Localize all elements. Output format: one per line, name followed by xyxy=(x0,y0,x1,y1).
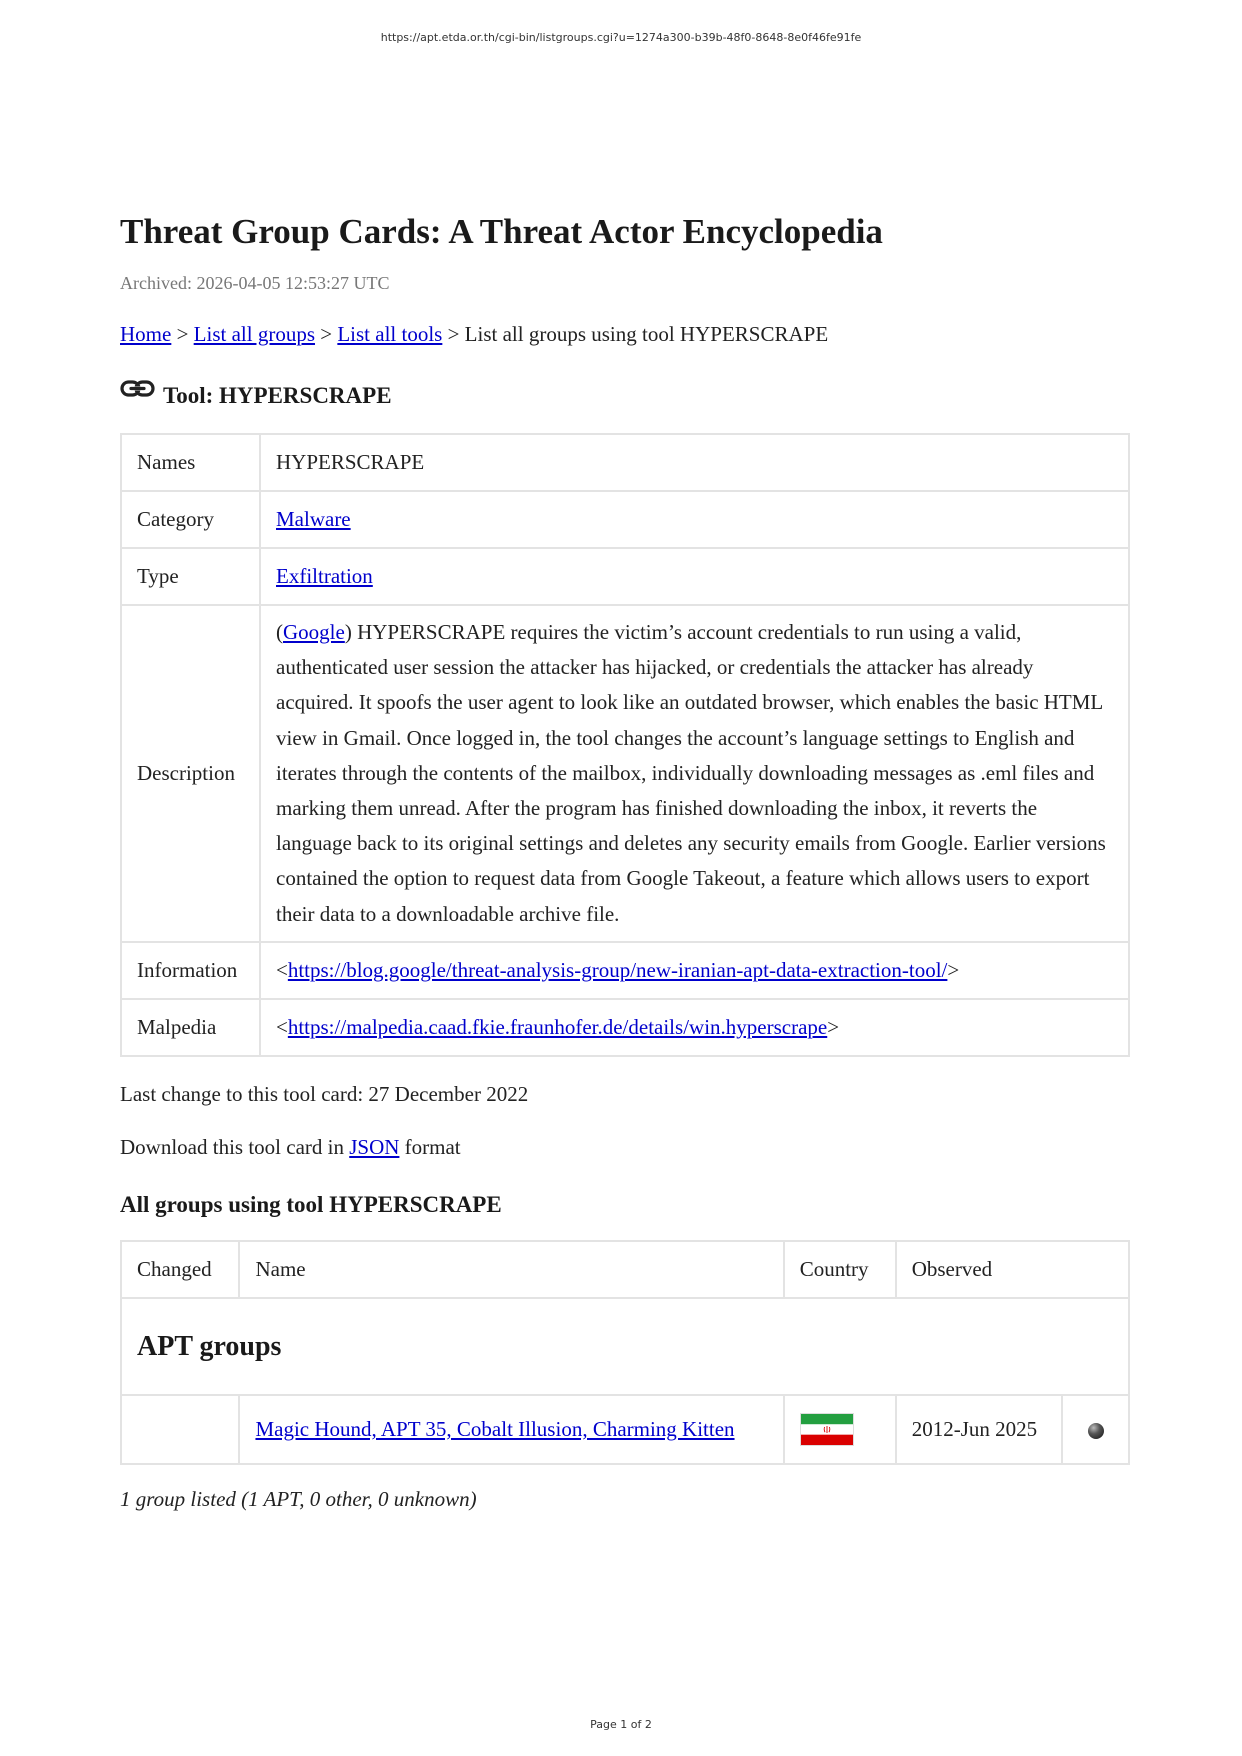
malpedia-label: Malpedia xyxy=(121,999,260,1056)
page-number: Page 1 of 2 xyxy=(590,1718,652,1731)
table-row xyxy=(121,491,1129,548)
description-source-link[interactable]: Google xyxy=(283,620,345,644)
download-prefix: Download this tool card in xyxy=(120,1134,350,1159)
header-name: Name xyxy=(239,1241,783,1298)
tool-info-table xyxy=(120,433,1130,1057)
breadcrumb-list-groups-link[interactable]: List all groups xyxy=(193,322,315,346)
information-open: < xyxy=(276,957,288,982)
group-name-link[interactable]: Magic Hound, APT 35, Cobalt Illusion, Charming Kitten xyxy=(255,1416,735,1441)
header-observed: Observed xyxy=(896,1241,1129,1298)
link-icon xyxy=(120,379,155,399)
last-change-text: Last change to this tool card: 27 December 2022 xyxy=(120,1081,529,1106)
iran-flag-icon xyxy=(800,1413,854,1446)
type-link[interactable]: Exfiltration xyxy=(276,564,373,588)
breadcrumb xyxy=(120,322,1130,347)
malpedia-link[interactable]: https://malpedia.caad.fkie.fraunhofer.de/details/win.hyperscrape xyxy=(287,1014,828,1039)
breadcrumb-separator: > xyxy=(171,322,194,346)
archived-timestamp: Archived: 2026-04-05 12:53:27 UTC xyxy=(120,273,390,293)
group-changed-cell xyxy=(121,1395,239,1464)
main-content xyxy=(120,210,1130,1512)
malpedia-close: > xyxy=(827,1014,840,1039)
groups-summary: 1 group listed (1 APT, 0 other, 0 unknown) xyxy=(120,1486,477,1511)
json-download-link[interactable]: JSON xyxy=(349,1134,400,1159)
status-dot-icon xyxy=(1088,1423,1104,1439)
section-row xyxy=(121,1298,1129,1395)
tool-heading-text: Tool: HYPERSCRAPE xyxy=(163,383,392,408)
information-label: Information xyxy=(121,942,260,999)
table-row xyxy=(121,434,1129,491)
category-cell xyxy=(260,491,1129,548)
category-label: Category xyxy=(121,491,260,548)
malpedia-open: < xyxy=(276,1014,288,1039)
download-suffix: format xyxy=(399,1134,461,1159)
groups-table xyxy=(120,1240,1130,1465)
print-header-url: https://apt.etda.or.th/cgi-bin/listgroups.cgi?u=1274a300-b39b-48f0-8648-8e0f46fe91fe xyxy=(380,31,862,44)
breadcrumb-current: > List all groups using tool HYPERSCRAPE xyxy=(442,322,829,346)
table-row xyxy=(121,548,1129,605)
information-close: > xyxy=(947,957,960,982)
information-cell xyxy=(260,942,1129,999)
names-label: Names xyxy=(121,434,260,491)
table-header-row xyxy=(121,1241,1129,1298)
download-line xyxy=(120,1135,1130,1160)
table-row xyxy=(121,605,1129,942)
type-label: Type xyxy=(121,548,260,605)
apt-groups-title: APT groups xyxy=(121,1298,1129,1395)
table-row xyxy=(121,1395,1129,1464)
groups-heading: All groups using tool HYPERSCRAPE xyxy=(120,1191,502,1217)
breadcrumb-home-link[interactable]: Home xyxy=(120,322,172,346)
group-status-cell xyxy=(1062,1395,1129,1464)
malpedia-cell xyxy=(260,999,1129,1056)
group-observed-cell: 2012-Jun 2025 xyxy=(896,1395,1063,1464)
table-row xyxy=(121,999,1129,1056)
group-country-cell xyxy=(784,1395,896,1464)
information-link[interactable]: https://blog.google/threat-analysis-group/new-iranian-apt-data-extraction-tool/ xyxy=(287,957,948,982)
breadcrumb-list-tools-link[interactable]: List all tools xyxy=(337,322,443,346)
type-cell xyxy=(260,548,1129,605)
breadcrumb-separator: > xyxy=(315,322,338,346)
group-name-cell xyxy=(239,1395,783,1464)
header-changed: Changed xyxy=(121,1241,239,1298)
names-value: HYPERSCRAPE xyxy=(260,434,1129,491)
table-row xyxy=(121,942,1129,999)
page-title: Threat Group Cards: A Threat Actor Encyclopedia xyxy=(120,212,883,251)
header-country: Country xyxy=(784,1241,896,1298)
description-label: Description xyxy=(121,605,260,942)
description-open-paren: ( xyxy=(276,620,283,644)
category-link[interactable]: Malware xyxy=(276,507,351,531)
description-text: ) HYPERSCRAPE requires the victim’s account credentials to run using a valid, authenticated user session the attacker has hijacked, or credentials the attacker has already acquired. It spoofs the user agent to look like an outdated browser, which enables the basic HTML view in Gmail. Once logged in, the tool changes the account’s language settings to English and iterates through the contents of the mailbox, individually downloading messages as .eml files and marking them unread. After the program has finished downloading the inbox, it reverts the language back to its original settings and deletes any security emails from Google. Earlier versions contained the option to request data from Google Takeout, a feature which allows users to export their data to a downloadable archive file. xyxy=(276,620,1106,926)
description-cell xyxy=(260,605,1129,942)
tool-heading xyxy=(120,379,1130,409)
